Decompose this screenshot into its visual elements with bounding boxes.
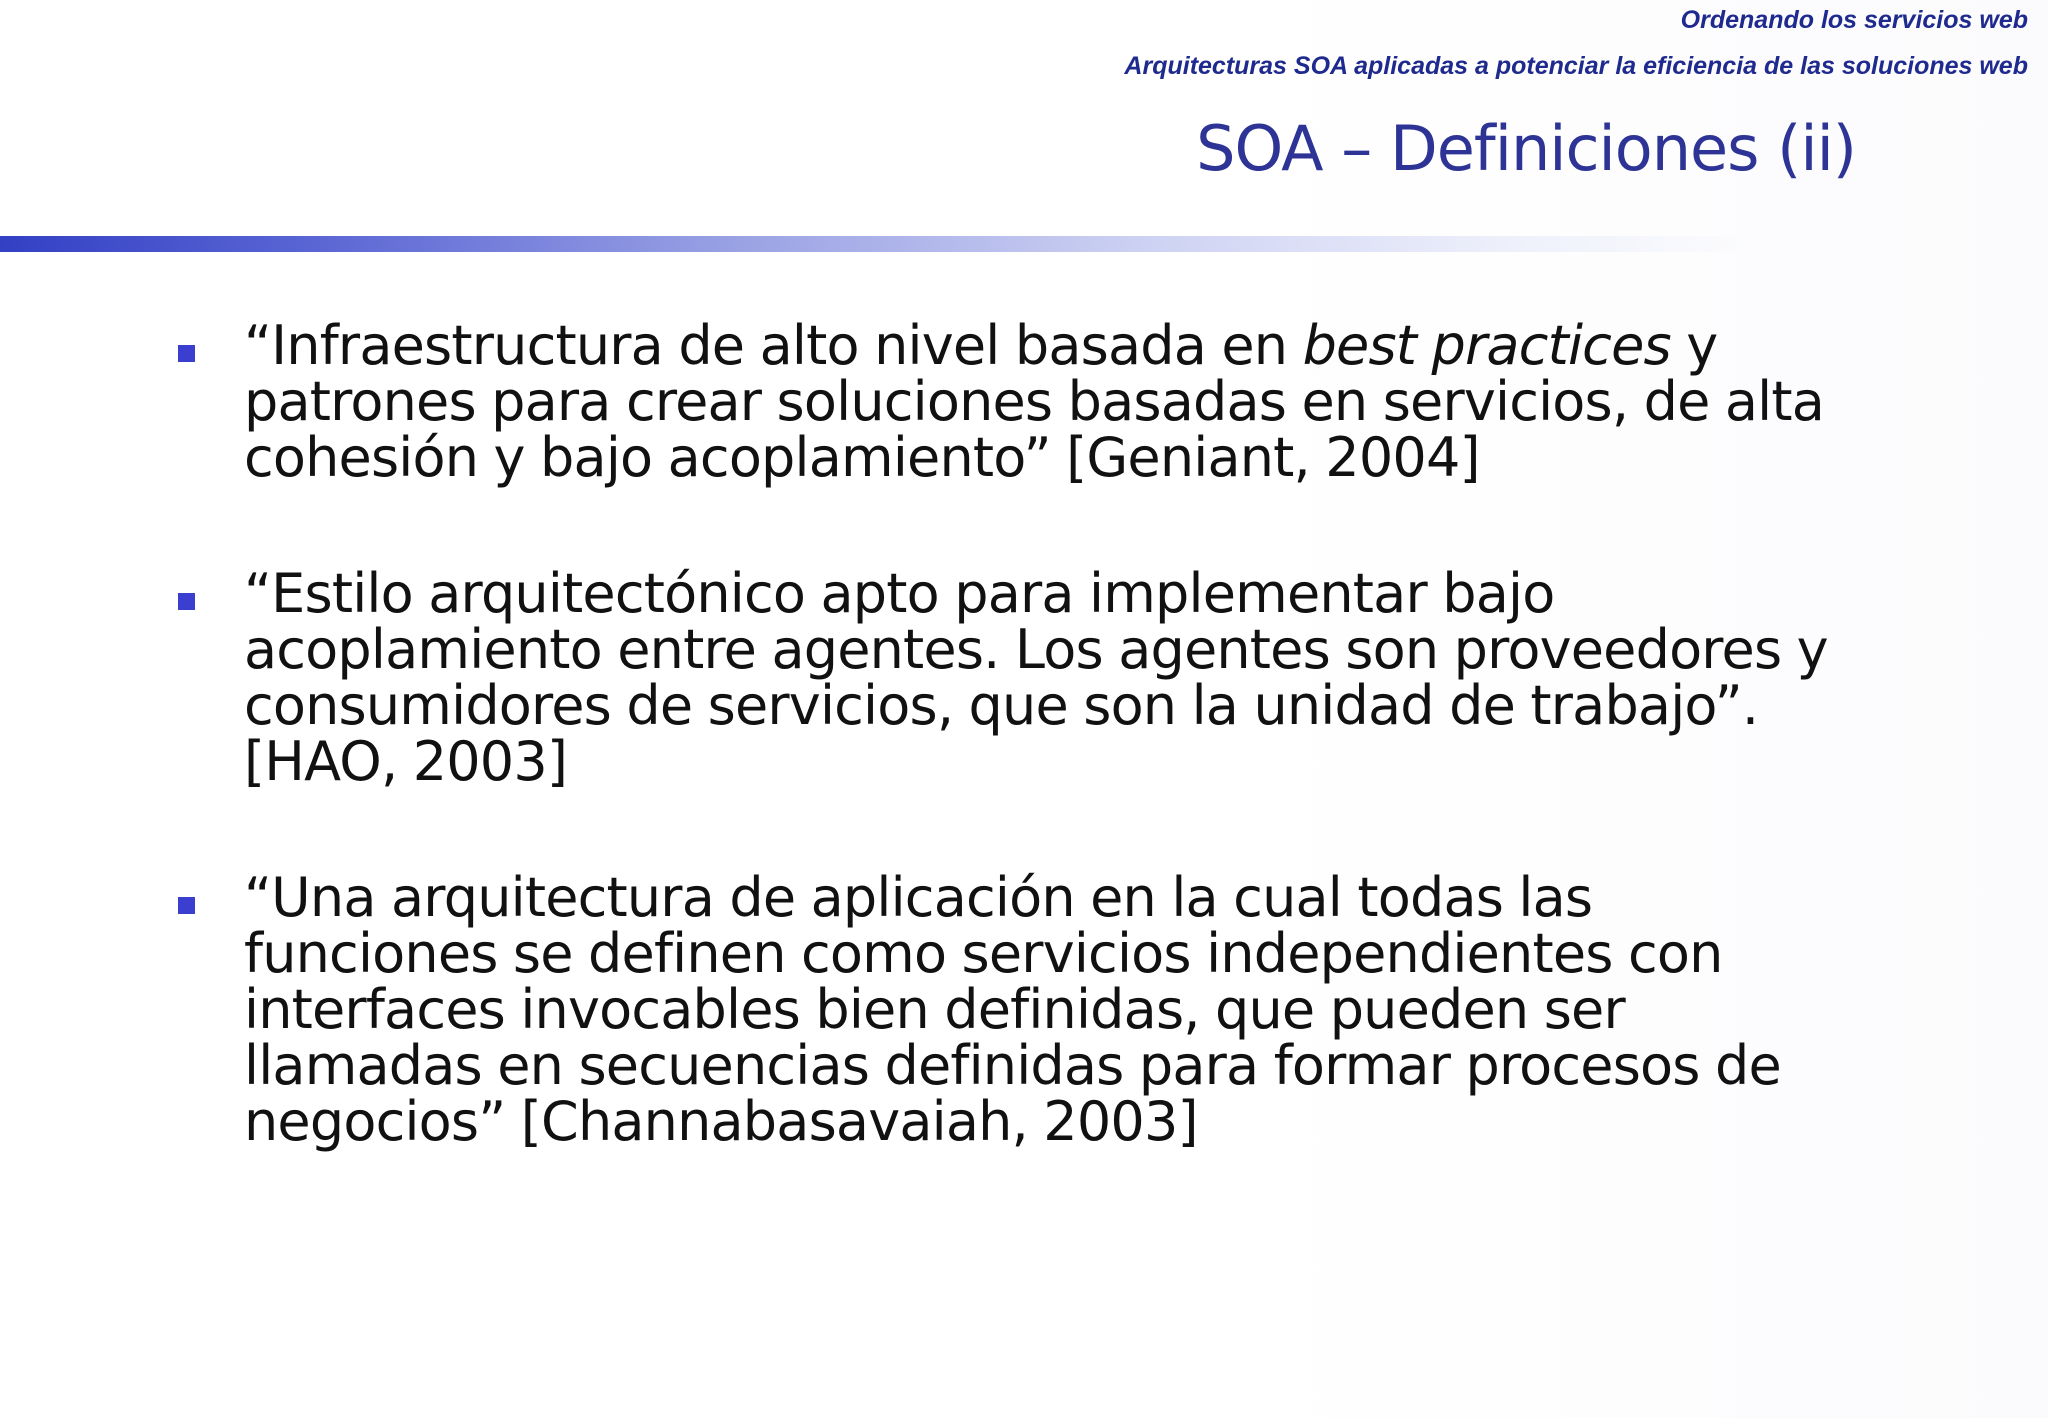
- square-bullet-icon: [178, 593, 195, 610]
- bullet-text-1-post: y patrones para crear soluciones basadas en servicios, de alta cohesión y bajo acoplamiento” [Geniant, 2004]: [244, 314, 1825, 489]
- bullet-text-1: [244, 314, 1854, 489]
- bullet-item-1: [174, 314, 1854, 489]
- bullet-text-2: “Estilo arquitectónico apto para implementar bajo acoplamiento entre agentes. Los agentes son proveedores y consumidores de servicios, que son la unidad de trabajo”. [HAO, 2003]: [244, 562, 1828, 793]
- bullet-text-1-emphasis: best practices: [1302, 314, 1671, 377]
- header-course-title: Ordenando los servicios web: [1680, 6, 2028, 34]
- title-underline-bar: [0, 236, 1760, 252]
- bullet-text-3: “Una arquitectura de aplicación en la cual todas las funciones se definen como servicios independientes con interfaces invocables bien definidas, que pueden ser llamadas en secuencias definidas para formar procesos de negocios” [Channabasavaiah, 2003]: [244, 866, 1781, 1153]
- bullet-item-2: [174, 562, 1854, 793]
- bullet-item-3: [174, 866, 1854, 1153]
- header-subtitle: Arquitecturas SOA aplicadas a potenciar la eficiencia de las soluciones web: [1124, 52, 2028, 80]
- square-bullet-icon: [178, 345, 195, 362]
- square-bullet-icon: [178, 897, 195, 914]
- bullet-text-1-pre: “Infraestructura de alto nivel basada en: [244, 314, 1303, 377]
- slide-title: SOA – Definiciones (ii): [1196, 112, 1856, 185]
- bullet-list: [174, 314, 1854, 1230]
